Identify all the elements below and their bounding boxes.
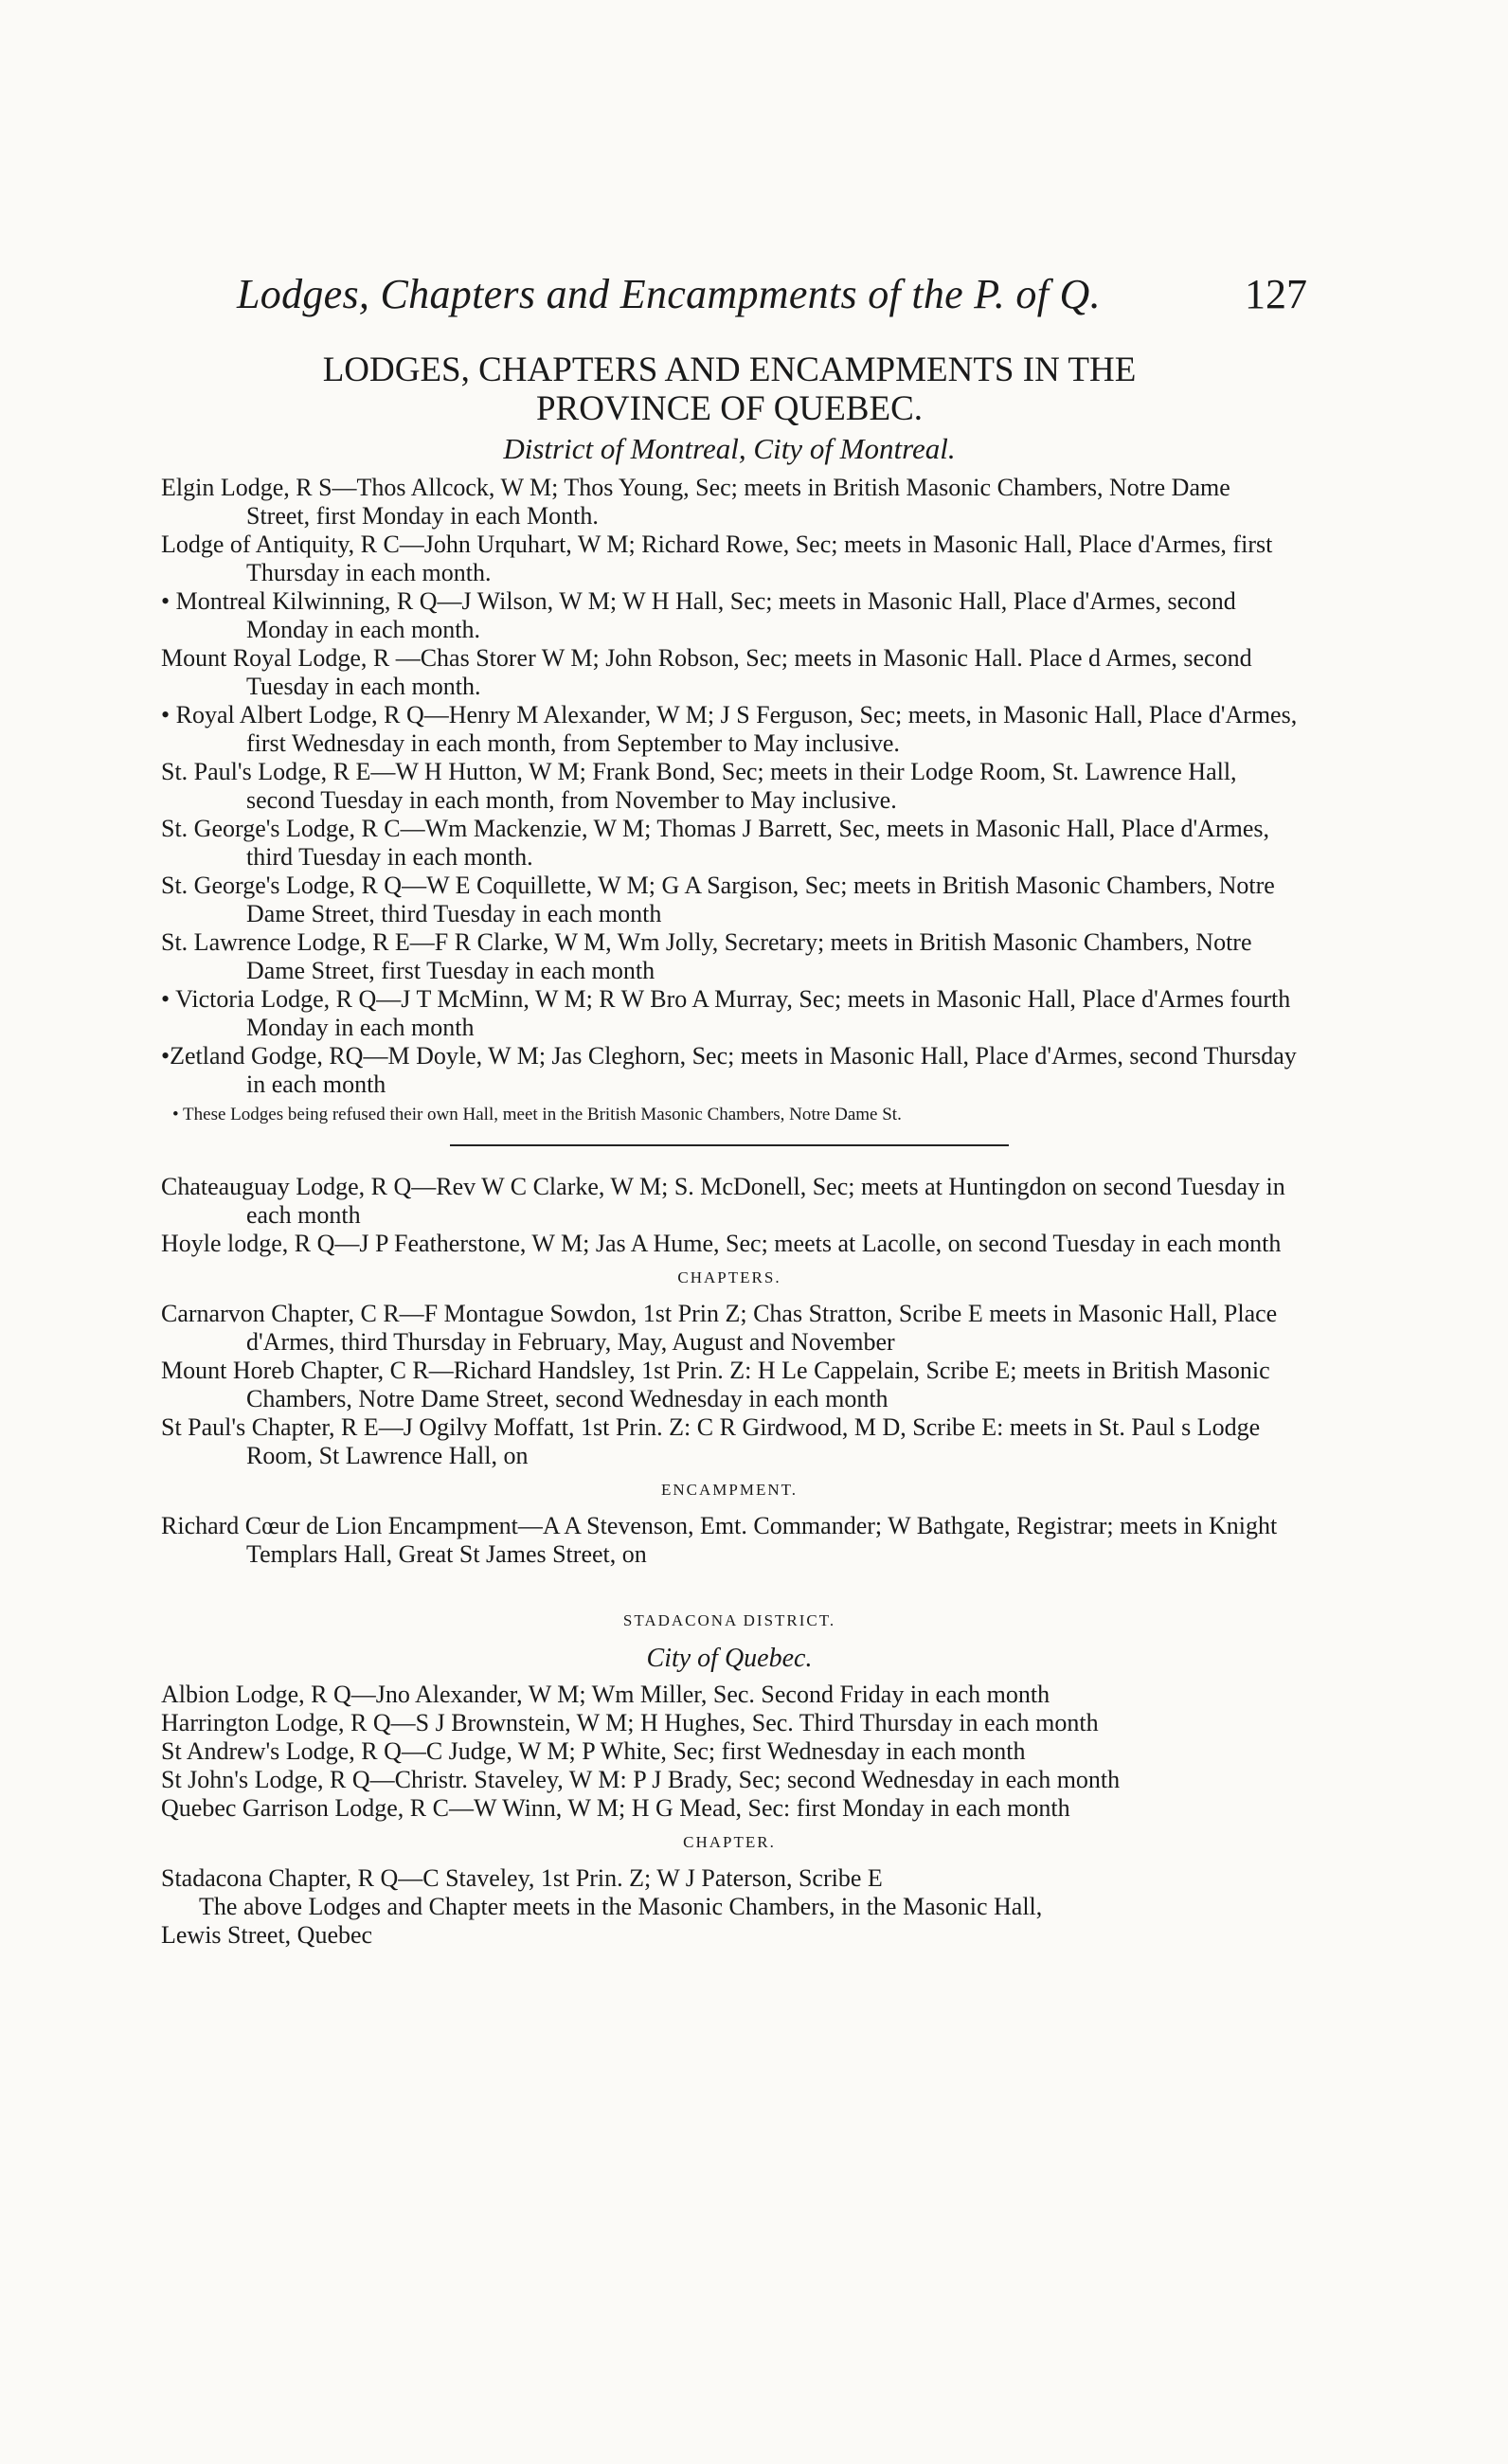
lodge-entry: Albion Lodge, R Q—Jno Alexander, W M; Wm Miller, Sec. Second Friday in each month bbox=[161, 1681, 1050, 1708]
district-heading: District of Montreal, City of Montreal. bbox=[503, 432, 956, 465]
lodge-entry: St John's Lodge, R Q—Christr. Staveley, W M: P J Brady, Sec; second Wednesday in each month bbox=[161, 1766, 1121, 1793]
section-divider bbox=[450, 1144, 1009, 1146]
chapters-heading: CHAPTERS. bbox=[677, 1268, 781, 1286]
montreal-lodges-list bbox=[161, 474, 1298, 1099]
montreal-chapters-list bbox=[161, 1300, 1298, 1470]
footnote: • These Lodges being refused their own Hall, meet in the British Masonic Chambers, Notre Dame St. bbox=[172, 1105, 902, 1124]
lodge-entry: St. George's Lodge, R Q—W E Coquillette, W M; G A Sargison, Sec; meets in British Masonic Chambers, Notre Dame Street, third Tuesday in each month bbox=[161, 872, 1275, 927]
main-heading-line1: LODGES, CHAPTERS AND ENCAMPMENTS IN THE bbox=[322, 351, 1137, 389]
lodge-entry: Elgin Lodge, R S—Thos Allcock, W M; Thos Young, Sec; meets in British Masonic Chambers, Notre Dame Street, first Monday in each Month. bbox=[161, 474, 1230, 530]
encampment-heading: ENCAMPMENT. bbox=[661, 1481, 798, 1499]
lodge-entry: Harrington Lodge, R Q—S J Brownstein, W M; H Hughes, Sec. Third Thursday in each month bbox=[161, 1709, 1099, 1736]
main-heading-line2: PROVINCE OF QUEBEC. bbox=[535, 389, 924, 428]
lodge-entry: St. George's Lodge, R C—Wm Mackenzie, W M; Thomas J Barrett, Sec, meets in Masonic Hall, Place d'Armes, third Tuesday in each month. bbox=[161, 815, 1269, 871]
main-heading bbox=[161, 351, 1298, 428]
closing-note: The above Lodges and Chapter meets in the Masonic Chambers, in the Masonic Hall, bbox=[199, 1893, 1043, 1920]
lodge-entry: Lodge of Antiquity, R C—John Urquhart, W M; Richard Rowe, Sec; meets in Masonic Hall, Place d'Armes, first Thursday in each month. bbox=[161, 531, 1273, 586]
chapter-entry: Carnarvon Chapter, C R—F Montague Sowdon, 1st Prin Z; Chas Stratton, Scribe E meets in Masonic Hall, Place d'Armes, third Thursday in February, May, August and November bbox=[161, 1300, 1278, 1356]
lodge-entry: • Montreal Kilwinning, R Q—J Wilson, W M; W H Hall, Sec; meets in Masonic Hall, Place d'Armes, second Monday in each month. bbox=[161, 587, 1236, 643]
country-lodges-list bbox=[161, 1173, 1298, 1258]
lodge-entry: St Andrew's Lodge, R Q—C Judge, W M; P White, Sec; first Wednesday in each month bbox=[161, 1737, 1026, 1765]
chapter-entry: St Paul's Chapter, R E—J Ogilvy Moffatt, 1st Prin. Z: C R Girdwood, M D, Scribe E: meets in St. Paul s Lodge Room, St Lawrence Hall, on bbox=[161, 1413, 1261, 1469]
chapter-entry: Mount Horeb Chapter, C R—Richard Handsley, 1st Prin. Z: H Le Cappelain, Scribe E; meets in British Masonic Chambers, Notre Dame Street, second Wednesday in each month bbox=[161, 1357, 1270, 1412]
lodge-entry: St. Lawrence Lodge, R E—F R Clarke, W M, Wm Jolly, Secretary; meets in British Masonic Chambers, Notre Dame Street, first Tuesday in each month bbox=[161, 928, 1252, 984]
encampments-list bbox=[161, 1512, 1298, 1569]
lodge-entry: Mount Royal Lodge, R —Chas Storer W M; John Robson, Sec; meets in Masonic Hall. Place d Armes, second Tuesday in each month. bbox=[161, 644, 1252, 700]
lodge-entry: St. Paul's Lodge, R E—W H Hutton, W M; Frank Bond, Sec; meets in their Lodge Room, St. Lawrence Hall, second Tuesday in each month, from November to May inclusive. bbox=[161, 758, 1237, 814]
encampment-entry: Richard Cœur de Lion Encampment—A A Stevenson, Emt. Commander; W Bathgate, Registrar; meets in Knight Templars Hall, Great St James Street, on bbox=[161, 1512, 1278, 1568]
page-content bbox=[161, 351, 1298, 1950]
quebec-chapter-heading: CHAPTER. bbox=[683, 1833, 776, 1851]
stadacona-heading: STADACONA DISTRICT. bbox=[622, 1611, 836, 1629]
lodge-entry: Quebec Garrison Lodge, R C—W Winn, W M; H G Mead, Sec: first Monday in each month bbox=[161, 1794, 1070, 1822]
quebec-city-heading: City of Quebec. bbox=[646, 1644, 813, 1673]
lodge-entry: •Zetland Godge, RQ—M Doyle, W M; Jas Cleghorn, Sec; meets in Masonic Hall, Place d'Armes, second Thursday in each month bbox=[161, 1042, 1297, 1098]
page-number: 127 bbox=[1245, 271, 1307, 317]
running-title: Lodges, Chapters and Encampments of the P. of Q. bbox=[237, 271, 1101, 317]
quebec-lodges-list bbox=[161, 1681, 1298, 1823]
lodge-entry: Chateauguay Lodge, R Q—Rev W C Clarke, W M; S. McDonell, Sec; meets at Huntingdon on second Tuesday in each month bbox=[161, 1173, 1285, 1229]
running-head bbox=[237, 270, 1307, 327]
lodge-entry: • Victoria Lodge, R Q—J T McMinn, W M; R W Bro A Murray, Sec; meets in Masonic Hall, Place d'Armes fourth Monday in each month bbox=[161, 985, 1291, 1041]
lodge-entry: Hoyle lodge, R Q—J P Featherstone, W M; Jas A Hume, Sec; meets at Lacolle, on second Tuesday in each month bbox=[161, 1230, 1282, 1257]
closing-note-address: Lewis Street, Quebec bbox=[161, 1921, 373, 1949]
spacer bbox=[161, 1569, 1298, 1601]
lodge-entry: • Royal Albert Lodge, R Q—Henry M Alexander, W M; J S Ferguson, Sec; meets, in Masonic Hall, Place d'Armes, first Wednesday in each month, from September to May inclusive. bbox=[161, 701, 1298, 757]
chapter-entry: Stadacona Chapter, R Q—C Staveley, 1st Prin. Z; W J Paterson, Scribe E bbox=[161, 1864, 883, 1892]
